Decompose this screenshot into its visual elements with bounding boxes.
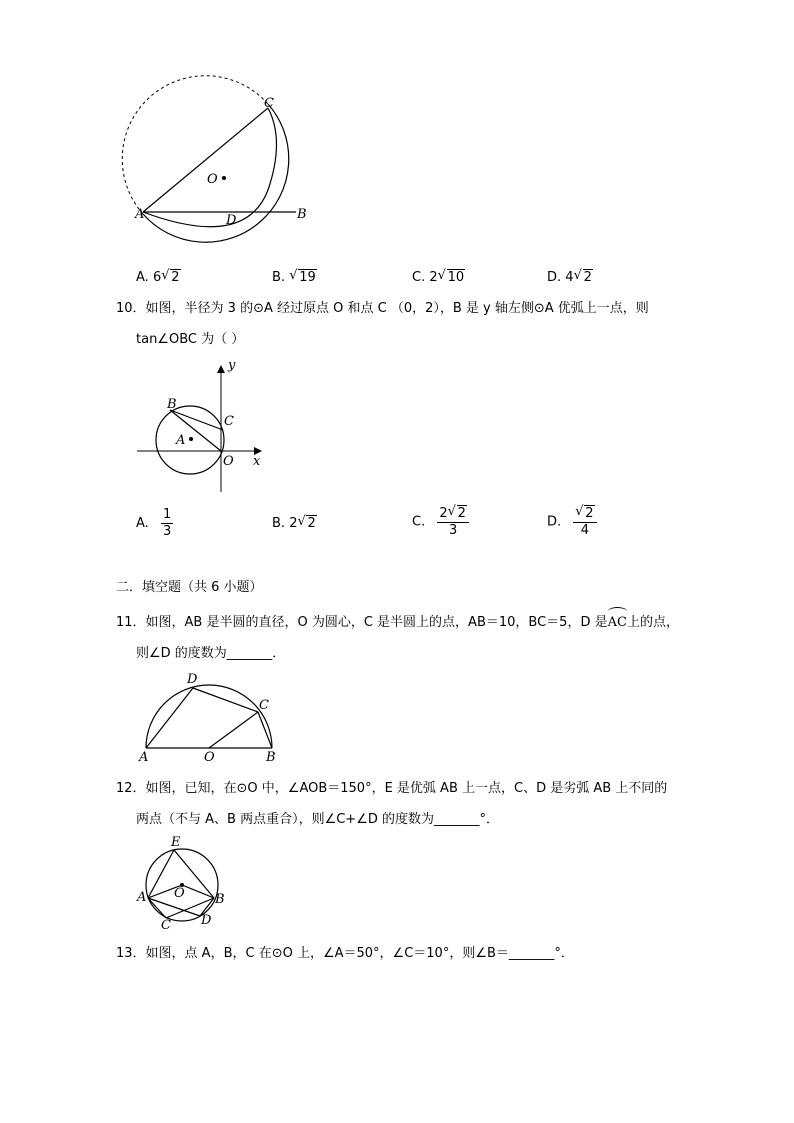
q10-option-a: A. $\frac{1}{3}$ (136, 507, 172, 539)
q10-option-c: C. $\frac{2√ 2}{3}$ (412, 505, 469, 539)
q11-label-O: O (204, 750, 215, 765)
q12-label-O: O (174, 886, 185, 901)
q12-label-A: A (137, 890, 147, 905)
q10-question-line1: 10．如图，半径为 3 的⊙A 经过原点 O 和点 C （0，2），B 是 y 轴左侧⊙A 优弧上一点，则 (116, 301, 649, 316)
q11-label-A: A (139, 750, 149, 765)
q9-label-C: C (264, 96, 274, 111)
q9-option-c: C. 2√ 10 (412, 269, 465, 285)
q12-label-B: B (215, 892, 225, 907)
q9-label-O: O (207, 172, 218, 187)
q9-option-b: B. √ 19 (272, 269, 317, 285)
q10-label-x: x (253, 454, 261, 469)
q10-question-line2: tan∠OBC 为（ ） (136, 332, 245, 347)
q11-arc-ac: AC (608, 612, 627, 632)
q9-option-d: D. 4√ 2 (547, 269, 593, 285)
q12-label-D: D (201, 913, 212, 928)
q12-label-C: C (161, 918, 171, 933)
section-heading-fill-in: 二．填空题（共 6 小题） (116, 580, 263, 595)
q9-option-a: A. 6√ 2 (136, 269, 181, 285)
q10-option-d: D. √ $\frac{2}{4}$ (547, 505, 597, 539)
q12-question-line1: 12．如图，已知，在⊙O 中，∠AOB＝150°，E 是优弧 AB 上一点，C、D 是劣弧 AB 上不同的 (116, 781, 668, 796)
q12-segment-ea (148, 850, 174, 898)
q9-label-D: D (226, 213, 237, 228)
q9-label-B: B (297, 207, 307, 222)
q10-label-y: y (228, 358, 236, 373)
q11-question-line2: 则∠D 的度数为_______． (136, 646, 286, 661)
q11-question-line1: 11．如图，AB 是半圆的直径，O 为圆心，C 是半圆上的点，AB＝10，BC＝5，D 是 AC上的点， (116, 612, 679, 632)
q12-label-E: E (171, 835, 181, 850)
q12-question-line2: 两点（不与 A、B 两点重合），则∠C+∠D 的度数为_______°． (136, 812, 499, 827)
q10-label-B: B (167, 397, 177, 412)
q10-option-b: B. 2√ 2 (272, 515, 317, 531)
q13-question-line1: 13．如图，点 A，B，C 在⊙O 上，∠A＝50°，∠C＝10°，则∠B＝_______°． (116, 946, 574, 961)
q10-label-C: C (224, 414, 234, 429)
q11-label-D: D (187, 672, 198, 687)
q10-label-O: O (223, 454, 234, 469)
q9-label-A: A (135, 207, 145, 222)
q11-label-C: C (259, 698, 269, 713)
q10-label-A: A (176, 433, 186, 448)
q11-label-B: B (266, 750, 276, 765)
